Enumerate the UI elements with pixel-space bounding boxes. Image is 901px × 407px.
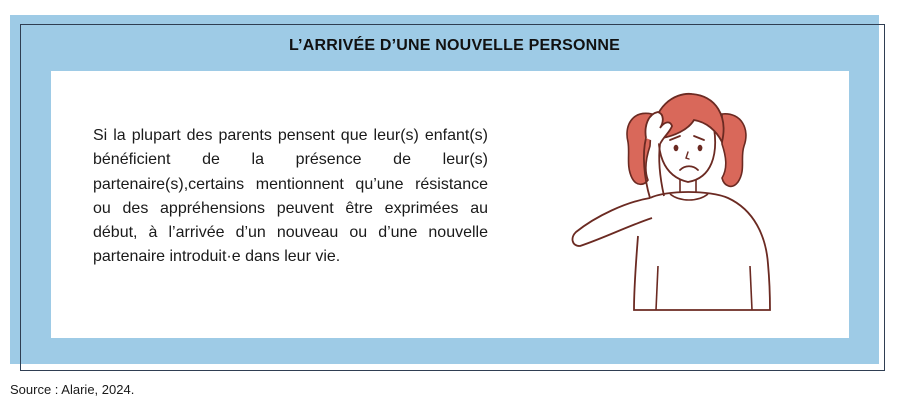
sweater <box>634 192 770 310</box>
eye-left <box>674 145 679 151</box>
confused-girl-scratching-head-icon <box>566 86 776 312</box>
eye-right <box>698 145 703 151</box>
panel-title: L’ARRIVÉE D’UNE NOUVELLE PERSONNE <box>288 37 621 54</box>
body-paragraph: Si la plupart des parents pensent que leur(s) enfant(s) bénéficient de la présence de leur(s) partenaire(s),certains mentionnent qu’une résistance ou des appréhensions peuvent être exprimées au début, à l’arrivée d’un nouveau ou d’une nouvelle partenaire introduit·e dans leur vie. <box>93 127 488 266</box>
source-caption: Source : Alarie, 2024. <box>10 382 135 397</box>
hair-ponytail-right <box>722 114 746 187</box>
